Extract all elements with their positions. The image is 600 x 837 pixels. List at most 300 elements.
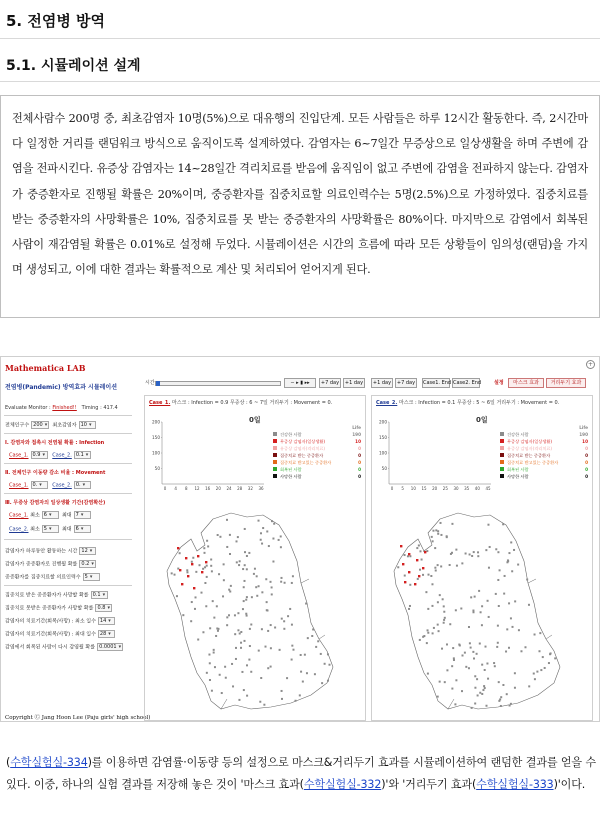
healthy-person — [250, 624, 252, 626]
healthy-person — [270, 666, 272, 668]
healthy-person — [281, 698, 283, 700]
legend-value: 0 — [358, 460, 361, 465]
legend-item — [273, 445, 363, 452]
healthy-person — [300, 671, 302, 673]
healthy-person — [499, 698, 501, 700]
healthy-person — [476, 678, 478, 680]
healthy-person — [239, 632, 241, 634]
healthy-person — [476, 653, 478, 655]
healthy-person — [509, 704, 511, 706]
healthy-person — [217, 628, 219, 630]
legend-title-row — [500, 424, 590, 431]
healthy-person — [497, 551, 499, 553]
healthy-person — [489, 546, 491, 548]
y-tick-label: 150 — [152, 435, 160, 440]
legend-value: 10 — [582, 439, 588, 444]
legend-item — [500, 459, 590, 466]
healthy-person — [461, 690, 463, 692]
param-select[interactable]: 0.2 ▾ — [79, 560, 96, 568]
healthy-person — [499, 569, 501, 571]
healthy-person — [544, 667, 546, 669]
mask-effect-button[interactable]: 마스크 효과 — [508, 378, 544, 388]
healthy-person — [455, 549, 457, 551]
description-box — [0, 95, 600, 318]
healthy-person — [206, 540, 208, 542]
healthy-person — [495, 593, 497, 595]
legend-value: 190 — [579, 432, 588, 437]
healthy-person — [222, 595, 224, 597]
lab-title: Mathematica LAB — [5, 363, 86, 373]
healthy-person — [506, 693, 508, 695]
healthy-person — [404, 575, 406, 577]
legend-label: 집중치료 받고있는 중증환자 — [507, 460, 559, 465]
infected-person — [201, 571, 203, 573]
healthy-person — [267, 667, 269, 669]
healthy-person — [496, 646, 498, 648]
healthy-person — [171, 572, 173, 574]
settings-icon[interactable]: + — [587, 361, 594, 368]
infection-section-title: Ⅰ. 감염자와 접촉시 전염될 확률 : Infection — [5, 440, 105, 446]
param-row: 감염자의 치료기간(회복/사망) : 최소 일수 14 ▾ — [5, 617, 115, 625]
healthy-person — [186, 571, 188, 573]
healthy-person — [542, 656, 544, 658]
lab-link-333[interactable]: 수학실험실-333 — [476, 778, 554, 792]
healthy-person — [273, 523, 275, 525]
healthy-person — [213, 652, 215, 654]
case2-min-select[interactable]: 5 ▾ — [42, 525, 59, 533]
healthy-person — [505, 650, 507, 652]
healthy-person — [243, 580, 245, 582]
healthy-person — [283, 620, 285, 622]
healthy-person — [249, 628, 251, 630]
healthy-person — [526, 579, 528, 581]
population-chart — [148, 418, 266, 494]
param-select[interactable]: 12 ▾ — [79, 547, 96, 555]
lab-link-332[interactable]: 수학실험실-332 — [303, 778, 382, 792]
healthy-person — [206, 565, 208, 567]
healthy-person — [281, 618, 283, 620]
x-tick-label: 25 — [442, 486, 448, 491]
healthy-person — [237, 612, 239, 614]
healthy-person — [497, 625, 499, 627]
healthy-person — [422, 574, 424, 576]
healthy-person — [474, 675, 476, 677]
healthy-person — [266, 609, 268, 611]
healthy-person — [226, 616, 228, 618]
param-select[interactable]: 28 ▾ — [98, 630, 115, 638]
healthy-person — [435, 569, 437, 571]
healthy-person — [485, 646, 487, 648]
healthy-person — [502, 523, 504, 525]
healthy-person — [512, 626, 514, 628]
healthy-person — [289, 608, 291, 610]
healthy-person — [307, 637, 309, 639]
healthy-person — [260, 539, 262, 541]
healthy-person — [291, 582, 293, 584]
simulation-app — [0, 356, 600, 722]
legend-value: 0 — [358, 474, 361, 479]
case2-end-button[interactable]: Case2. End — [453, 380, 482, 386]
healthy-person — [460, 608, 462, 610]
x-tick-label: 8 — [185, 486, 188, 491]
healthy-person — [500, 696, 502, 698]
healthy-person — [443, 611, 445, 613]
legend-title: Life — [352, 425, 361, 430]
x-tick-label: 28 — [237, 486, 243, 491]
x-tick-label: 35 — [464, 486, 470, 491]
infected-person — [408, 571, 410, 573]
case2-movement-select[interactable]: 0. ▾ — [74, 481, 91, 489]
healthy-person — [480, 611, 482, 613]
case1-end-button[interactable]: Case1. End — [423, 380, 452, 386]
healthy-person — [267, 630, 269, 632]
legend-label: 유증상 감염자(격리치료) — [507, 446, 553, 451]
legend-item — [273, 459, 363, 466]
case1-max-select[interactable]: 7 ▾ — [74, 511, 91, 519]
healthy-person — [271, 520, 273, 522]
legend-swatch — [500, 432, 504, 436]
healthy-person — [456, 565, 458, 567]
healthy-person — [246, 555, 248, 557]
healthy-person — [240, 647, 242, 649]
healthy-person — [190, 620, 192, 622]
asymptomatic-section-title: Ⅲ. 무증상 감염자의 일상생활 기간(감염확산) — [5, 500, 106, 506]
legend-label: 사망한 사람 — [280, 474, 302, 479]
total-population-select[interactable]: 200 ▾ — [31, 421, 49, 429]
coast-detail — [221, 579, 325, 709]
healthy-person — [439, 681, 441, 683]
healthy-person — [498, 681, 500, 683]
divider — [4, 585, 132, 586]
healthy-person — [437, 624, 439, 626]
healthy-person — [304, 654, 306, 656]
healthy-person — [244, 551, 246, 553]
slider-handle[interactable] — [156, 381, 160, 386]
healthy-person — [284, 582, 286, 584]
healthy-person — [212, 600, 214, 602]
healthy-person — [437, 601, 439, 603]
healthy-person — [453, 659, 455, 661]
healthy-person — [534, 633, 536, 635]
x-tick-label: 45 — [485, 486, 491, 491]
healthy-person — [246, 615, 248, 617]
case2-max-select[interactable]: 6 ▾ — [74, 525, 91, 533]
healthy-person — [235, 658, 237, 660]
x-tick-label: 20 — [215, 486, 221, 491]
healthy-person — [241, 671, 243, 673]
healthy-person — [243, 689, 245, 691]
healthy-person — [510, 617, 512, 619]
healthy-person — [211, 570, 213, 572]
param-select[interactable]: 0.8 ▾ — [95, 604, 112, 612]
legend-item — [273, 473, 363, 480]
healthy-person — [243, 640, 245, 642]
healthy-person — [427, 608, 429, 610]
x-tick-label: 16 — [205, 486, 211, 491]
healthy-person — [474, 596, 476, 598]
healthy-person — [256, 575, 258, 577]
healthy-person — [434, 547, 436, 549]
healthy-person — [503, 593, 505, 595]
healthy-person — [246, 596, 248, 598]
lab-link-334[interactable]: 수학실험실-334 — [10, 756, 88, 769]
healthy-person — [481, 664, 483, 666]
y-tick-label: 50 — [154, 466, 160, 471]
param-row: 중증환자를 집중치료할 의료인력수 5 ▾ — [5, 573, 100, 581]
healthy-person — [234, 633, 236, 635]
healthy-person — [274, 626, 276, 628]
healthy-person — [315, 646, 317, 648]
healthy-person — [517, 564, 519, 566]
healthy-person — [422, 636, 424, 638]
healthy-person — [510, 541, 512, 543]
healthy-person — [209, 627, 211, 629]
healthy-person — [218, 573, 220, 575]
section-heading: 5. 전염병 방역 — [6, 12, 106, 30]
divider — [4, 433, 132, 434]
healthy-person — [548, 662, 550, 664]
healthy-person — [226, 519, 228, 521]
case2-infection-select[interactable]: 0.1 ▾ — [74, 451, 91, 459]
divider — [4, 463, 132, 464]
healthy-person — [270, 581, 272, 583]
healthy-person — [409, 584, 411, 586]
legend-value: 0 — [585, 446, 588, 451]
back-1day-button[interactable]: +1 day — [344, 380, 364, 386]
coast-detail — [448, 579, 552, 709]
x-tick-label: 5 — [401, 486, 404, 491]
healthy-person — [195, 571, 197, 573]
fwd-7day-button[interactable]: +7 day — [396, 380, 416, 386]
app-subtitle: 전염병(Pandemic) 방역효과 시뮬레이션 — [5, 384, 118, 391]
healthy-person — [528, 685, 530, 687]
healthy-person — [508, 602, 510, 604]
healthy-person — [430, 575, 432, 577]
back-7day-button[interactable]: +7 day — [320, 380, 340, 386]
legend-swatch — [273, 460, 277, 464]
healthy-person — [444, 681, 446, 683]
healthy-person — [243, 600, 245, 602]
healthy-person — [260, 532, 262, 534]
parameter-panel — [1, 401, 135, 707]
asymptomatic-case2-row: Case_2. 최소 5 ▾ 최대 6 ▾ — [9, 525, 91, 533]
healthy-person — [397, 566, 399, 568]
healthy-person — [199, 564, 201, 566]
case1-movement-select[interactable]: 0. ▾ — [31, 481, 48, 489]
infected-person — [185, 557, 187, 559]
healthy-person — [280, 535, 282, 537]
healthy-person — [255, 586, 257, 588]
healthy-person — [513, 549, 515, 551]
healthy-person — [176, 595, 178, 597]
x-tick-label: 0 — [163, 486, 167, 491]
param-select[interactable]: 0.1 ▾ — [91, 591, 108, 599]
legend-swatch — [273, 467, 277, 471]
healthy-person — [229, 534, 231, 536]
healthy-person — [270, 647, 272, 649]
healthy-person — [258, 520, 260, 522]
healthy-person — [470, 647, 472, 649]
setting-label: 설정 — [494, 380, 504, 386]
legend-value: 0 — [358, 467, 361, 472]
healthy-person — [259, 701, 261, 703]
healthy-person — [507, 560, 509, 562]
healthy-person — [471, 707, 473, 709]
healthy-person — [468, 667, 470, 669]
healthy-person — [437, 564, 439, 566]
param-select[interactable]: 5 ▾ — [83, 573, 100, 581]
subsection-heading: 5.1. 시뮬레이션 설계 — [6, 58, 141, 74]
monitor-status: Finished!! — [52, 405, 77, 411]
day-counter: 0일 — [476, 416, 488, 424]
param-select[interactable]: 14 ▾ — [98, 617, 115, 625]
healthy-person — [477, 551, 479, 553]
legend-item — [500, 473, 590, 480]
time-slider[interactable] — [155, 381, 281, 386]
healthy-person — [324, 663, 326, 665]
legend-swatch — [500, 446, 504, 450]
legend-label: 집중치료 받고있는 중증환자 — [280, 460, 332, 465]
healthy-person — [470, 596, 472, 598]
case1-min-select[interactable]: 6 ▾ — [42, 511, 59, 519]
healthy-person — [487, 600, 489, 602]
healthy-person — [493, 662, 495, 664]
legend-swatch — [273, 432, 277, 436]
healthy-person — [449, 564, 451, 566]
healthy-person — [244, 564, 246, 566]
legend-label: 건강한 사람 — [280, 432, 302, 437]
healthy-person — [242, 608, 244, 610]
divider — [0, 81, 600, 82]
infected-person — [205, 561, 207, 563]
divider — [4, 539, 132, 540]
healthy-person — [231, 663, 233, 665]
healthy-person — [483, 685, 485, 687]
healthy-person — [243, 586, 245, 588]
param-row: 집중치료 받은 중증환자가 사망할 확률 0.1 ▾ — [5, 591, 108, 599]
healthy-person — [250, 671, 252, 673]
healthy-person — [207, 545, 209, 547]
healthy-person — [248, 659, 250, 661]
healthy-person — [418, 544, 420, 546]
healthy-person — [427, 629, 429, 631]
infected-person — [414, 583, 416, 585]
population-row: 전체인구수 200 ▾ 최초감염자 10 ▾ — [5, 421, 96, 429]
legend-item — [273, 438, 363, 445]
korea-map — [151, 511, 361, 716]
divider — [0, 38, 600, 39]
healthy-person — [280, 577, 282, 579]
healthy-person — [421, 559, 423, 561]
healthy-person — [327, 653, 329, 655]
healthy-person — [454, 703, 456, 705]
healthy-person — [182, 614, 184, 616]
healthy-person — [409, 605, 411, 607]
healthy-person — [223, 579, 225, 581]
legend-label: 유증상 감염자(격리치료) — [280, 446, 326, 451]
healthy-person — [262, 527, 264, 529]
infected-person — [400, 545, 402, 547]
healthy-person — [437, 530, 439, 532]
playback-controls[interactable]: − ▸ ▮ ▸▸ — [284, 378, 316, 388]
healthy-person — [506, 628, 508, 630]
healthy-person — [265, 578, 267, 580]
healthy-person — [439, 594, 441, 596]
healthy-person — [407, 555, 409, 557]
initial-infected-select[interactable]: 10 ▾ — [79, 421, 96, 429]
healthy-person — [311, 635, 313, 637]
healthy-person — [473, 657, 475, 659]
legend-value: 0 — [585, 474, 588, 479]
healthy-person — [253, 573, 255, 575]
healthy-person — [281, 690, 283, 692]
legend-value: 0 — [358, 446, 361, 451]
healthy-person — [432, 530, 434, 532]
healthy-person — [469, 642, 471, 644]
healthy-person — [202, 631, 204, 633]
healthy-person — [204, 552, 206, 554]
case2-header: Case_2. 마스크 : Infection = 0.1 무증상 : 5 ~ 6일 거리두기 : Movement = 0. — [376, 400, 560, 406]
healthy-person — [477, 555, 479, 557]
infected-person — [187, 575, 189, 577]
healthy-person — [451, 552, 453, 554]
healthy-person — [300, 654, 302, 656]
infected-person — [422, 567, 424, 569]
healthy-person — [195, 596, 197, 598]
legend-swatch — [273, 446, 277, 450]
asymptomatic-case1-row: Case_1. 최소 6 ▾ 최대 7 ▾ — [9, 511, 91, 519]
healthy-person — [210, 559, 212, 561]
legend-item — [500, 466, 590, 473]
healthy-person — [317, 640, 319, 642]
healthy-person — [240, 642, 242, 644]
legend-item — [273, 452, 363, 459]
distance-effect-button[interactable]: 거리두기 효과 — [546, 378, 586, 388]
healthy-person — [213, 617, 215, 619]
healthy-person — [261, 543, 263, 545]
healthy-person — [536, 671, 538, 673]
healthy-person — [228, 614, 230, 616]
healthy-person — [408, 608, 410, 610]
healthy-person — [280, 546, 282, 548]
movement-section-title: Ⅱ. 전체인구 이동량 감소 비율 : Movement — [5, 470, 106, 476]
param-select[interactable]: 0.0001 ▾ — [97, 643, 123, 651]
healthy-person — [465, 552, 467, 554]
x-tick-label: 12 — [194, 486, 200, 491]
healthy-person — [271, 586, 273, 588]
healthy-person — [258, 585, 260, 587]
healthy-person — [223, 563, 225, 565]
healthy-person — [312, 628, 314, 630]
fwd-1day-button[interactable]: +1 day — [372, 380, 392, 386]
case1-infection-select[interactable]: 0.9 ▾ — [31, 451, 48, 459]
legend-label: 무증상 감염자(일상생활) — [507, 439, 553, 444]
healthy-person — [204, 582, 206, 584]
healthy-person — [502, 684, 504, 686]
legend-swatch — [500, 460, 504, 464]
legend-value: 0 — [585, 460, 588, 465]
healthy-person — [219, 674, 221, 676]
healthy-person — [245, 599, 247, 601]
copyright-text: Copyright Ⓒ Jang Hoon Lee (Paju girls' high school) — [5, 715, 151, 721]
healthy-person — [291, 659, 293, 661]
healthy-person — [452, 647, 454, 649]
healthy-person — [472, 651, 474, 653]
healthy-person — [228, 589, 230, 591]
y-tick-label: 200 — [379, 419, 387, 425]
healthy-person — [437, 533, 439, 535]
legend-swatch — [273, 474, 277, 478]
